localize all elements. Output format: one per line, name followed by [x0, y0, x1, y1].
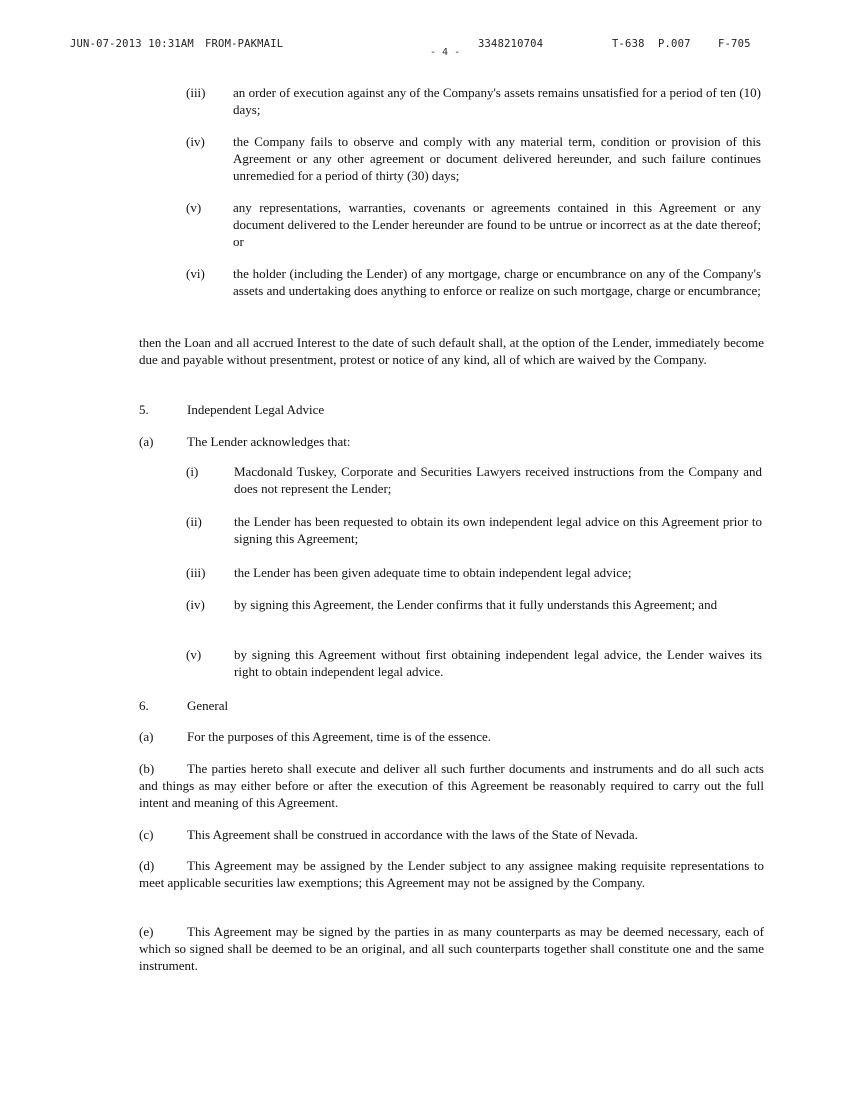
item-number: (iii) — [186, 565, 206, 580]
item-text: This Agreement may be signed by the parties in as many counterparts as may be deemed necessary, each of which so signed shall be deemed to be an original, and all such counterparts together shall constitute one and the same instrument. — [139, 924, 764, 973]
item-number: (iv) — [186, 134, 205, 149]
default-consequence-paragraph: then the Loan and all accrued Interest to the date of such default shall, at the option of the Lender, immediately become due and payable without presentment, protest or notice of any kind, all of which are waived by the Company. — [139, 335, 764, 367]
item-text: This Agreement shall be construed in accordance with the laws of the State of Nevada. — [187, 827, 638, 842]
fax-from: FROM-PAKMAIL — [205, 38, 284, 50]
section-number: 6. — [139, 698, 149, 713]
list-item — [186, 84, 761, 118]
item-text: The parties hereto shall execute and deliver all such further documents and instruments and do all such acts and things as may either before or after the execution of this Agreement be reasonably required to carry out the full intent and meaning of this Agreement. — [139, 761, 764, 810]
page-number: - 4 - — [430, 47, 461, 58]
item-number: (ii) — [186, 514, 202, 529]
fax-page: P.007 — [658, 38, 691, 50]
item-text: by signing this Agreement without first obtaining independent legal advice, the Lender waives its right to obtain independent legal advice. — [234, 647, 762, 679]
general-item — [139, 857, 764, 891]
item-number: (v) — [186, 200, 202, 215]
item-number: (i) — [186, 464, 199, 479]
list-item — [186, 265, 761, 316]
item-text: The Lender acknowledges that: — [187, 434, 351, 449]
item-text: Macdonald Tuskey, Corporate and Securities Lawyers received instructions from the Company and does not represent the Lender; — [234, 464, 762, 496]
item-number: (c) — [139, 827, 154, 842]
item-number: (a) — [139, 729, 154, 744]
item-number: (vi) — [186, 266, 205, 281]
fax-phone: 3348210704 — [478, 38, 544, 50]
item-text: by signing this Agreement, the Lender confirms that it fully understands this Agreement; and — [234, 597, 718, 612]
item-number: (d) — [139, 858, 155, 873]
item-text: For the purposes of this Agreement, time is of the essence. — [187, 729, 491, 744]
item-number: (iv) — [186, 597, 205, 612]
fax-transmission: T-638 — [612, 38, 645, 50]
item-text: the Company fails to observe and comply with any material term, condition or provision of this Agreement or any other agreement or document delivered hereunder, and such failure continues unremedied for a period of thirty (30) days; — [233, 134, 761, 183]
fax-header — [0, 38, 850, 56]
section-number: 5. — [139, 402, 149, 417]
item-text: the Lender has been given adequate time to obtain independent legal advice; — [234, 565, 632, 580]
item-text: an order of execution against any of the Company's assets remains unsatisfied for a period of ten (10) days; — [233, 85, 761, 117]
item-text: any representations, warranties, covenants or agreements contained in this Agreement or any document delivered to the Lender hereunder are found to be untrue or incorrect as at the date thereof; or — [233, 200, 761, 249]
item-number: (b) — [139, 761, 155, 776]
item-number: (iii) — [186, 85, 206, 100]
item-number: (v) — [186, 647, 202, 662]
fax-id: F-705 — [718, 38, 751, 50]
item-text: the Lender has been requested to obtain its own independent legal advice on this Agreement prior to signing this Agreement; — [234, 514, 762, 546]
item-text: This Agreement may be assigned by the Lender subject to any assignee making requisite representations to meet applicable securities law exemptions; this Agreement may not be assigned by the Company. — [139, 858, 764, 890]
general-item — [139, 760, 764, 811]
list-item — [186, 133, 761, 184]
list-item — [186, 199, 761, 250]
section-title: General — [187, 698, 229, 713]
item-text: the holder (including the Lender) of any mortgage, charge or encumbrance on any of the Company's assets and undertaking does anything to enforce or realize on such mortgage, charge or encumbrance; — [233, 266, 761, 298]
general-item — [139, 923, 764, 974]
fax-datetime: JUN-07-2013 10:31AM — [70, 38, 194, 50]
section-title: Independent Legal Advice — [187, 402, 325, 417]
item-number: (e) — [139, 924, 154, 939]
item-number: (a) — [139, 434, 154, 449]
